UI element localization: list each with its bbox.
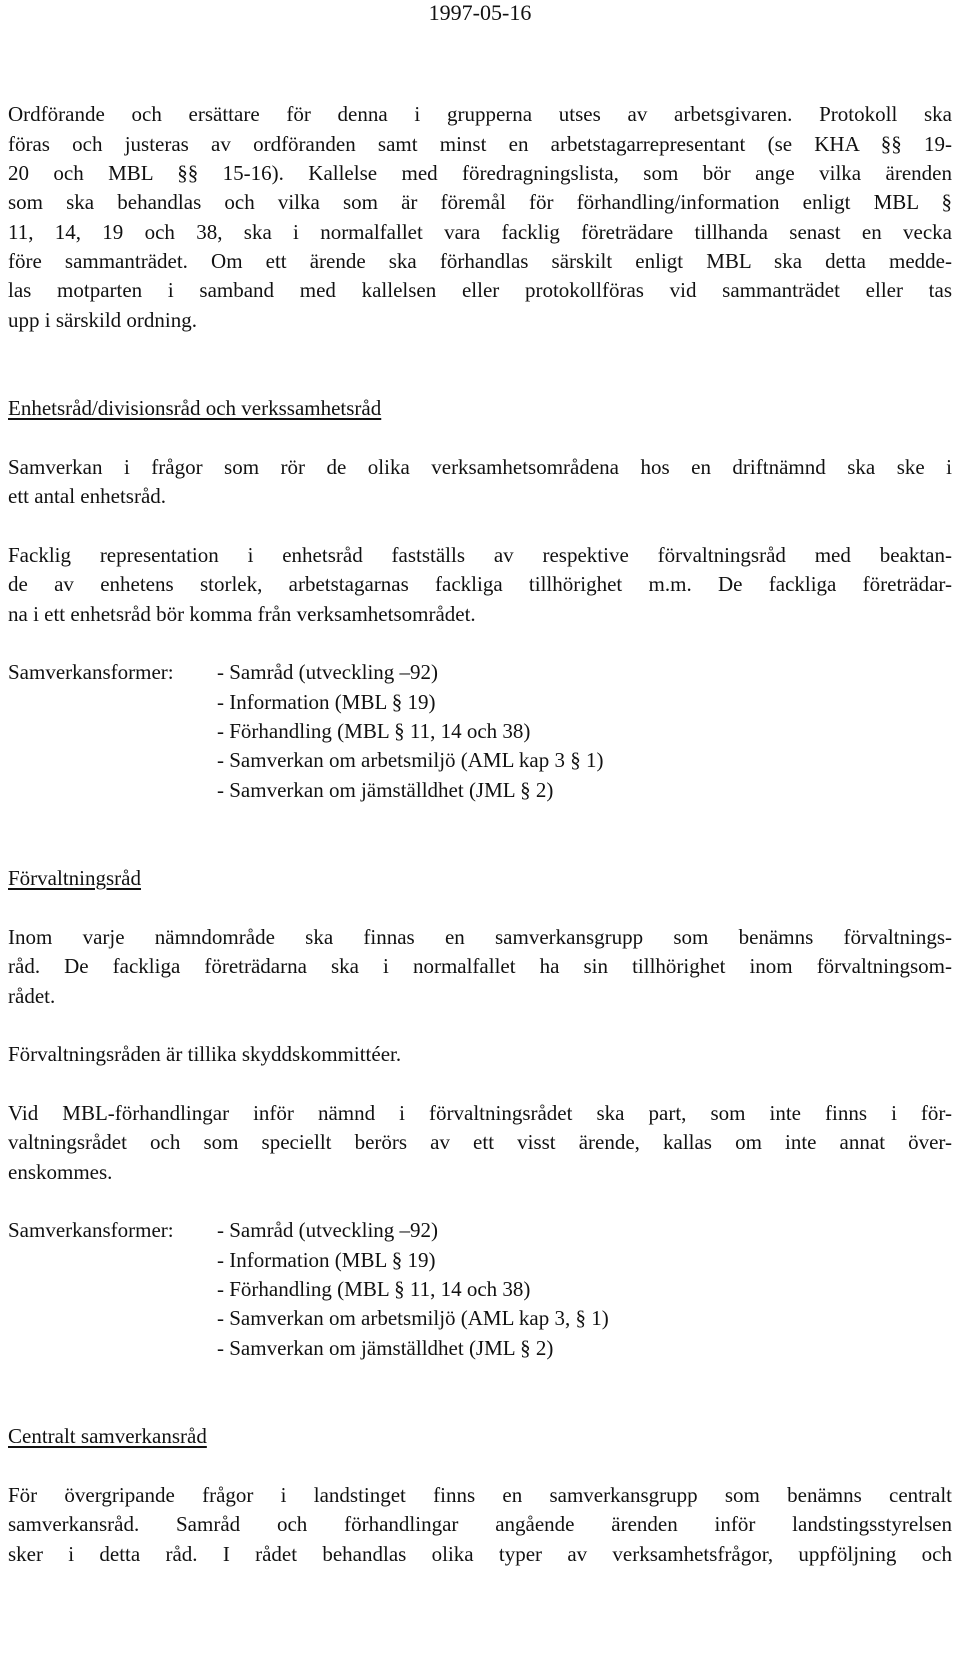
forvaltningsrad-form-item: - Samverkan om jämställdhet (JML § 2) — [217, 1336, 554, 1360]
enhetsrad-form-item: - Samråd (utveckling –92) — [217, 660, 439, 684]
forvaltningsrad-para1-line-2: råd. De fackliga företrädarna ska i normalfallet ha sin tillhörighet inom förvaltningsom- — [8, 954, 952, 978]
intro-line-6: före sammanträdet. Om ett ärende ska förhandlas särskilt enligt MBL ska detta medde- — [8, 249, 952, 273]
forvaltningsrad-para3-line-2: valtningsrådet och som speciellt berörs av ett visst ärende, kallas om inte annat över- — [8, 1130, 952, 1154]
forvaltningsrad-para2-line-1: Förvaltningsråden är tillika skyddskommittéer. — [8, 1042, 402, 1066]
centralt-para1-line-3: sker i detta råd. I rådet behandlas olika typer av verksamhetsfrågor, uppföljning och — [8, 1542, 952, 1566]
document-date: 1997-05-16 — [428, 0, 532, 25]
enhetsrad-forms-label: Samverkansformer: — [8, 660, 174, 684]
enhetsrad-para1-line-2: ett antal enhetsråd. — [8, 484, 167, 508]
section-heading-centralt: Centralt samverkansråd — [8, 1424, 207, 1448]
intro-line-7: las motparten i samband med kallelsen eller protokollföras vid sammanträdet eller tas — [8, 278, 952, 302]
enhetsrad-form-item: - Samverkan om jämställdhet (JML § 2) — [217, 778, 554, 802]
enhetsrad-para2-line-1: Facklig representation i enhetsråd fastställs av respektive förvaltningsråd med beaktan- — [8, 543, 952, 567]
section-heading-forvaltningsrad: Förvaltningsråd — [8, 866, 141, 890]
forvaltningsrad-form-item: - Information (MBL § 19) — [217, 1248, 436, 1272]
intro-line-2: föras och justeras av ordföranden samt minst en arbetstagarrepresentant (se KHA §§ 19- — [8, 132, 952, 156]
intro-line-4: som ska behandlas och vilka som är föremål för förhandling/information enligt MBL § — [8, 190, 952, 214]
forvaltningsrad-form-item: - Förhandling (MBL § 11, 14 och 38) — [217, 1277, 531, 1301]
forvaltningsrad-form-item: - Samverkan om arbetsmiljö (AML kap 3, § 1) — [217, 1306, 609, 1330]
intro-line-1: Ordförande och ersättare för denna i grupperna utses av arbetsgivaren. Protokoll ska — [8, 102, 952, 126]
forvaltningsrad-para1-line-1: Inom varje nämndområde ska finnas en samverkansgrupp som benämns förvaltnings- — [8, 925, 952, 949]
intro-line-5: 11, 14, 19 och 38, ska i normalfallet vara facklig företrädare tillhanda senast en vecka — [8, 220, 952, 244]
centralt-para1-line-2: samverkansråd. Samråd och förhandlingar angående ärenden inför landstingsstyrelsen — [8, 1512, 952, 1536]
enhetsrad-para1-line-1: Samverkan i frågor som rör de olika verksamhetsområdena hos en driftnämnd ska ske i — [8, 455, 952, 479]
intro-line-3: 20 och MBL §§ 15-16). Kallelse med föredragningslista, som bör ange vilka ärenden — [8, 161, 952, 185]
forvaltningsrad-para3-line-1: Vid MBL-förhandlingar inför nämnd i förvaltningsrådet ska part, som inte finns i för- — [8, 1101, 952, 1125]
centralt-para1-line-1: För övergripande frågor i landstinget finns en samverkansgrupp som benämns centralt — [8, 1483, 952, 1507]
section-heading-enhetsrad: Enhetsråd/divisionsråd och verkssamhetsråd — [8, 396, 382, 420]
enhetsrad-form-item: - Information (MBL § 19) — [217, 690, 436, 714]
forvaltningsrad-form-item: - Samråd (utveckling –92) — [217, 1218, 439, 1242]
intro-line-8: upp i särskild ordning. — [8, 308, 197, 332]
forvaltningsrad-para1-line-3: rådet. — [8, 984, 56, 1008]
enhetsrad-para2-line-3: na i ett enhetsråd bör komma från verksamhetsområdet. — [8, 602, 476, 626]
enhetsrad-form-item: - Samverkan om arbetsmiljö (AML kap 3 § 1) — [217, 748, 604, 772]
enhetsrad-form-item: - Förhandling (MBL § 11, 14 och 38) — [217, 719, 531, 743]
forvaltningsrad-forms-label: Samverkansformer: — [8, 1218, 174, 1242]
enhetsrad-para2-line-2: de av enhetens storlek, arbetstagarnas fackliga tillhörighet m.m. De fackliga företrädar- — [8, 572, 952, 596]
forvaltningsrad-para3-line-3: enskommes. — [8, 1160, 113, 1184]
